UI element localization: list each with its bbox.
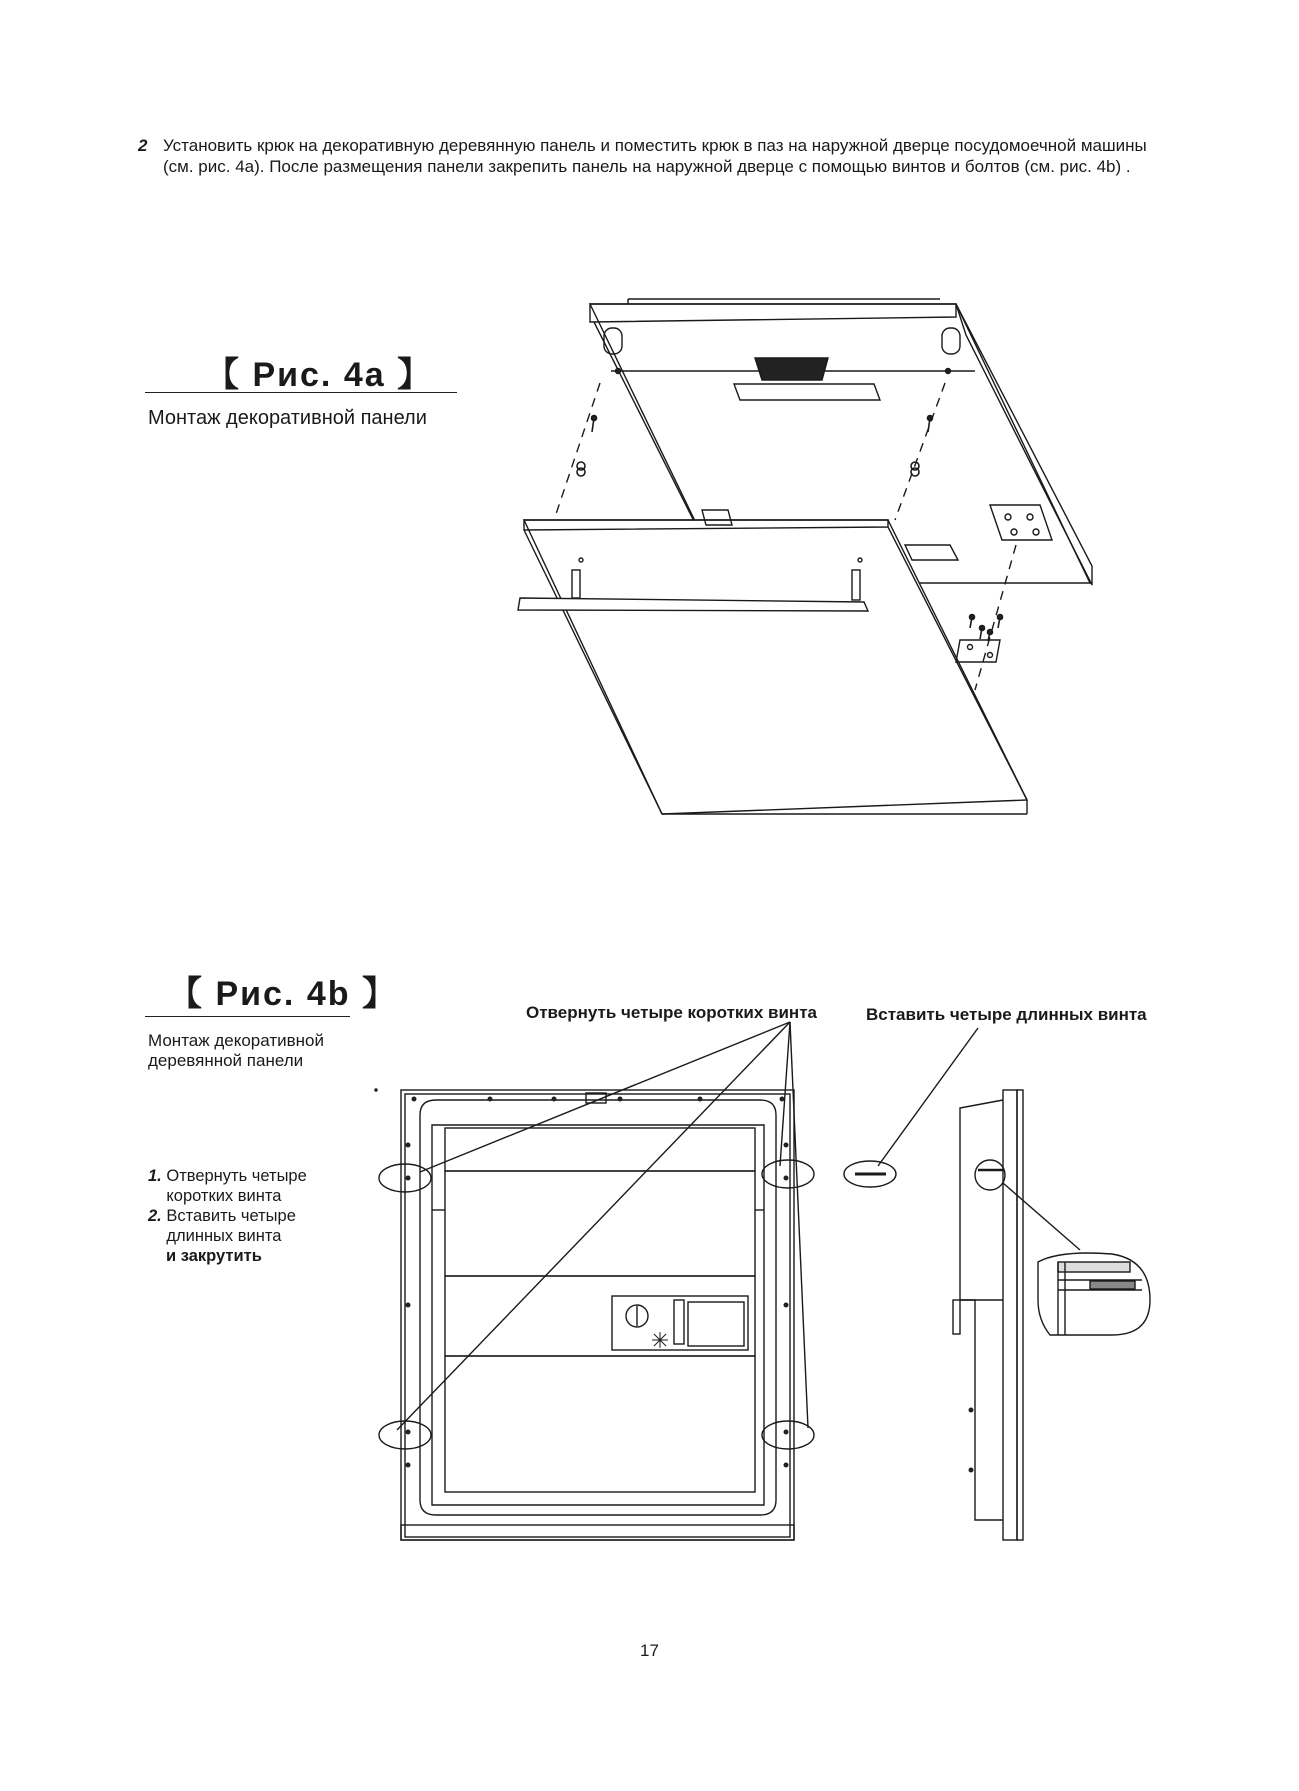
step-text: Установить крюк на декоративную деревянную панель и поместить крюк в паз на наружной дверце посудомоечной машины (см. рис. 4a). После размещения панели закрепить панель на наружной дверце с помощью винтов и болтов (см. рис. 4b) . <box>163 136 1147 176</box>
instruction-tail: и закрутить <box>166 1247 262 1265</box>
instruction-number: 2. <box>148 1207 162 1225</box>
callout-remove-short-screws: Отвернуть четыре коротких винта <box>526 1003 817 1022</box>
instruction-number: 1. <box>148 1167 162 1185</box>
instruction-text: Отвернуть четыре коротких винта <box>166 1167 307 1205</box>
fig4a-caption: Монтаж декоративной панели <box>148 407 427 429</box>
instruction-text: Вставить четыре длинных винта <box>166 1207 296 1245</box>
step-number: 2 <box>138 136 148 155</box>
callout-insert-long-screws: Вставить четыре длинных винта <box>866 1005 1147 1024</box>
page-number: 17 <box>640 1641 659 1660</box>
fig4a-title: 【 Рис. 4a 】 <box>205 356 434 394</box>
fig4b-caption: Монтаж декоративной деревянной панели <box>148 1031 324 1070</box>
fig4b-title: 【 Рис. 4b 】 <box>168 975 398 1013</box>
